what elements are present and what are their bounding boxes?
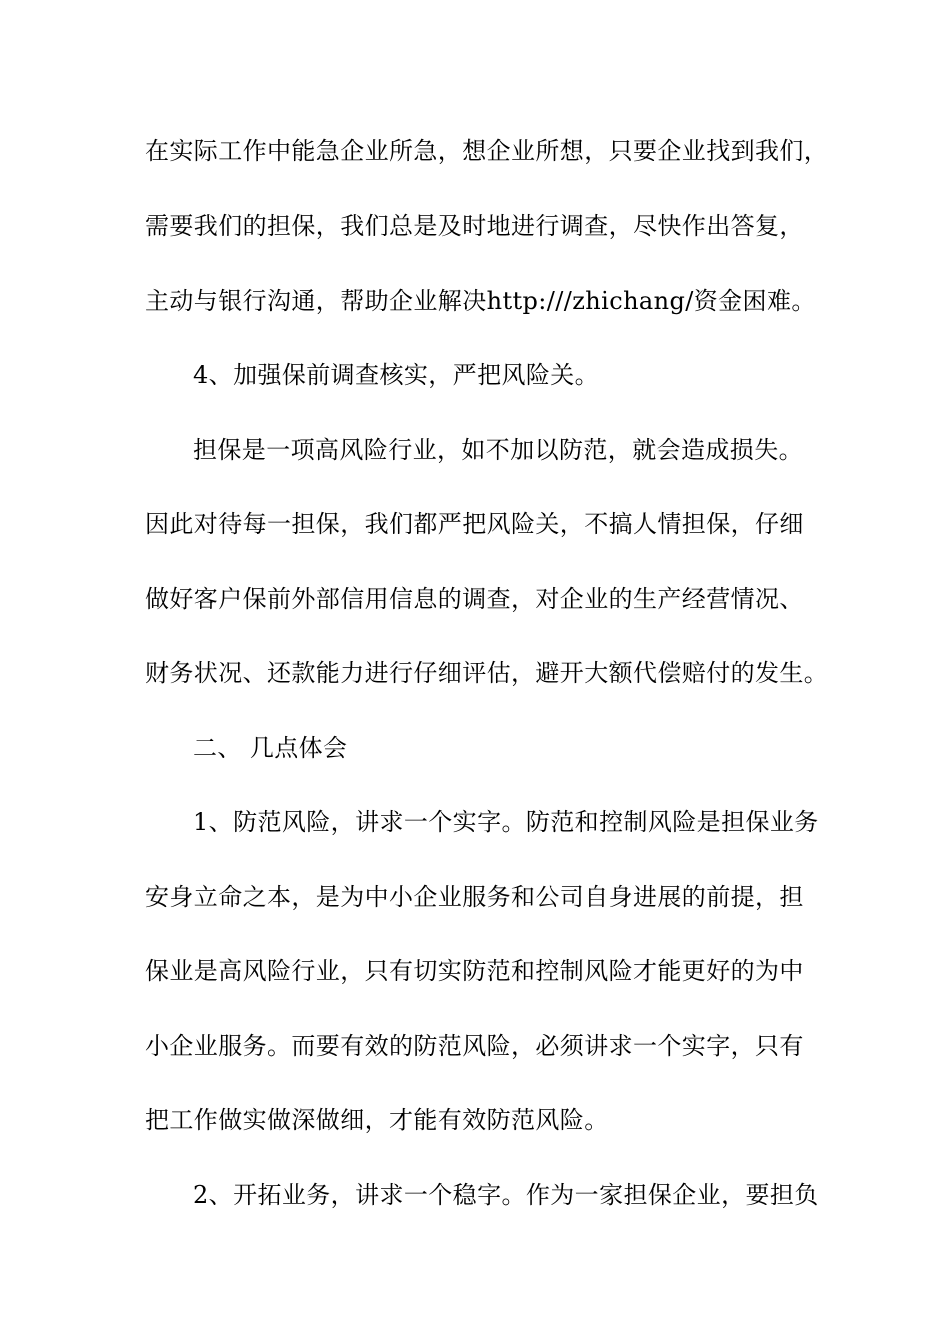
body-text-line: 把工作做实做深做细，才能有效防范风险。 — [145, 1106, 609, 1134]
section-heading: 二、 几点体会 — [193, 734, 348, 762]
body-text-line: 财务状况、还款能力进行仔细评估，避开大额代偿赔付的发生。 — [145, 659, 829, 687]
section-item-heading: 4、加强保前调查核实，严把风险关。 — [193, 361, 600, 389]
body-text-line: 保业是高风险行业，只有切实防范和控制风险才能更好的为中 — [145, 957, 804, 985]
body-text-line: 担保是一项高风险行业，如不加以防范，就会造成损失。 — [193, 436, 803, 464]
body-text-line: 做好客户保前外部信用信息的调查，对企业的生产经营情况、 — [145, 585, 804, 613]
body-text-line: 因此对待每一担保，我们都严把风险关，不搞人情担保，仔细 — [145, 510, 804, 538]
body-text-line: 1、防范风险，讲求一个实字。防范和控制风险是担保业务 — [193, 808, 819, 836]
body-text-line: 小企业服务。而要有效的防范风险，必须讲求一个实字，只有 — [145, 1032, 804, 1060]
body-text-line: 安身立命之本，是为中小企业服务和公司自身进展的前提，担 — [145, 883, 804, 911]
body-text-line: 在实际工作中能急企业所急，想企业所想，只要企业找到我们， — [145, 137, 829, 165]
body-text-line: 需要我们的担保，我们总是及时地进行调查，尽快作出答复， — [145, 212, 804, 240]
body-text-line: 2、开拓业务，讲求一个稳字。作为一家担保企业，要担负 — [193, 1181, 819, 1209]
body-text-line: 主动与银行沟通，帮助企业解决http:///zhichang/资金困难。 — [145, 287, 816, 315]
